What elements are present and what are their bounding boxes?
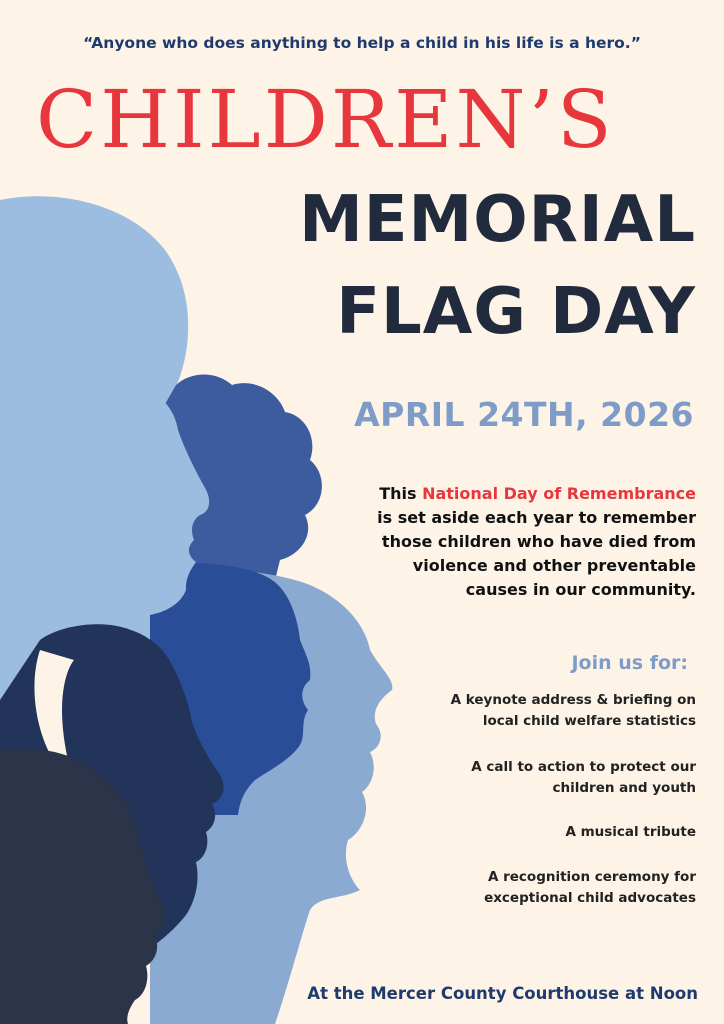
description-line-4: violence and other preventable: [412, 556, 696, 575]
join-heading: Join us for:: [571, 652, 688, 674]
activity-item: [396, 690, 696, 732]
activity-line: A musical tribute: [565, 824, 696, 840]
description-line-3: those children who have died from: [381, 532, 696, 551]
activity-line: local child welfare statistics: [482, 713, 696, 729]
description-line-1: [336, 482, 696, 506]
hero-quote: “Anyone who does anything to help a child in his life is a hero.”: [83, 34, 641, 52]
event-location: At the Mercer County Courthouse at Noon: [307, 984, 698, 1003]
description-intro: This: [379, 484, 423, 503]
title-flag-day: FLAG DAY: [336, 275, 696, 349]
activity-line: exceptional child advocates: [484, 890, 696, 906]
activity-item: [396, 822, 696, 843]
activity-item: [396, 757, 696, 799]
activity-line: A recognition ceremony for: [487, 869, 696, 885]
activity-line: A keynote address & briefing on: [450, 692, 696, 708]
activity-item: [396, 867, 696, 909]
title-memorial: MEMORIAL: [299, 183, 696, 257]
description-line-5: causes in our community.: [465, 580, 696, 599]
event-description: [336, 482, 696, 602]
title-childrens: CHILDREN’S: [36, 73, 615, 166]
description-line-2: is set aside each year to remember: [377, 508, 696, 527]
activity-line: children and youth: [552, 780, 696, 796]
description-highlight: National Day of Remembrance: [422, 484, 696, 503]
event-date: APRIL 24TH, 2026: [354, 395, 694, 434]
activity-line: A call to action to protect our: [471, 759, 696, 775]
